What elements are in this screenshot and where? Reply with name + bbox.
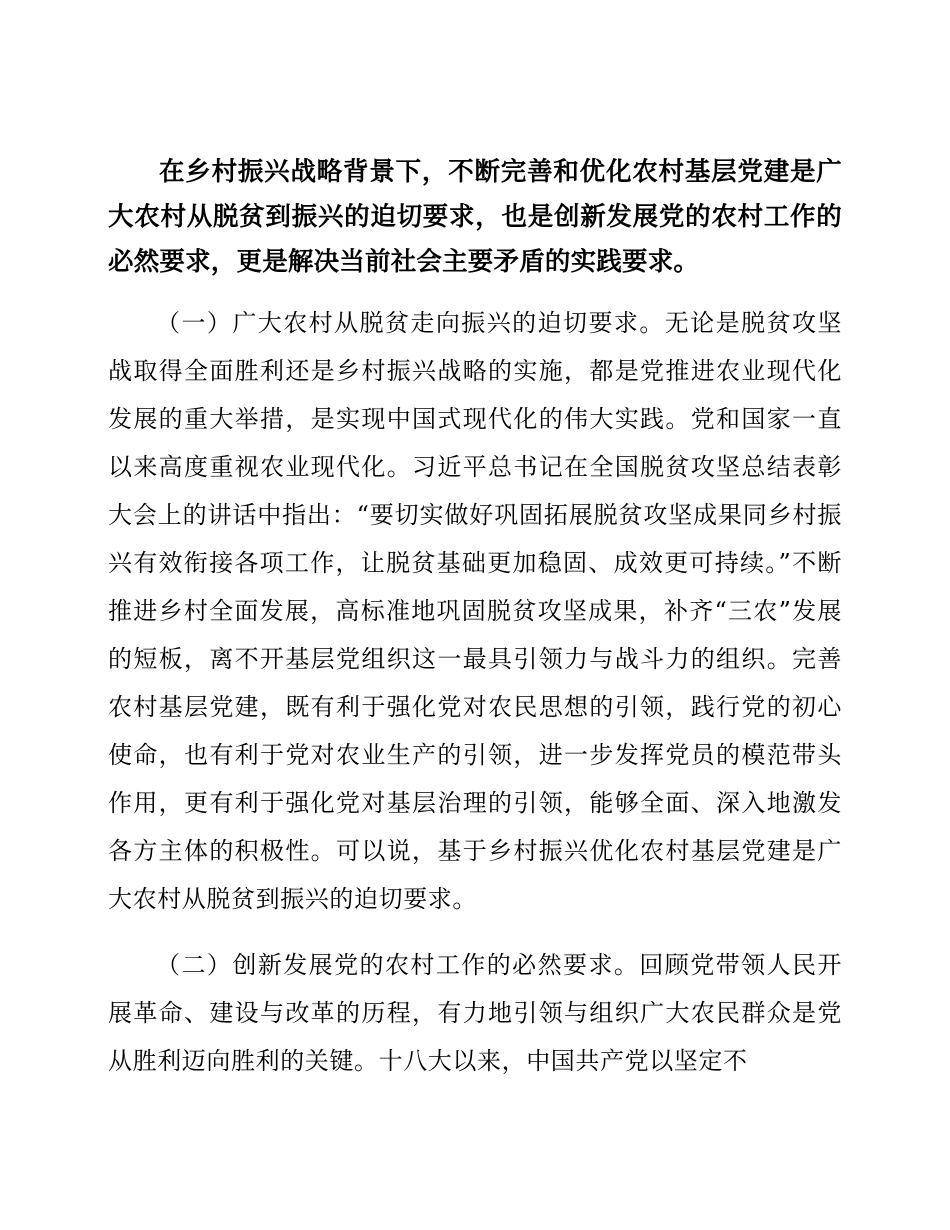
paragraph-section-one: （一）广大农村从脱贫走向振兴的迫切要求。无论是脱贫攻坚战取得全面胜利还是乡村振兴战略的实施，都是党推进农业现代化发展的重大举措，是实现中国式现代化的伟大实践。党和国家一直以来高度重视农业现代化。习近平总书记在全国脱贫攻坚总结表彰大会上的讲话中指出：“要切实做好巩固拓展脱贫攻坚成果同乡村振兴有效衔接各项工作，让脱贫基础更加稳固、成效更可持续。”不断推进乡村全面发展，高标准地巩固脱贫攻坚成果，补齐“三农”发展的短板，离不开基层党组织这一最具引领力与战斗力的组织。完善农村基层党建，既有利于强化党对农民思想的引领，践行党的初心使命，也有利于党对农业生产的引领，进一步发挥党员的模范带头作用，更有利于强化党对基层治理的引领，能够全面、深入地激发各方主体的积极性。可以说，基于乡村振兴优化农村基层党建是广大农村从脱贫到振兴的迫切要求。 — [108, 309, 842, 913]
document-body — [108, 150, 842, 1085]
lead-paragraph: 在乡村振兴战略背景下，不断完善和优化农村基层党建是广大农村从脱贫到振兴的迫切要求，也是创新发展党的农村工作的必然要求，更是解决当前社会主要矛盾的实践要求。 — [108, 157, 842, 277]
paragraph-section-two: （二）创新发展党的农村工作的必然要求。回顾党带领人民开展革命、建设与改革的历程，有力地引领与组织广大农民群众是党从胜利迈向胜利的关键。十八大以来，中国共产党以坚定不 — [108, 951, 842, 1075]
